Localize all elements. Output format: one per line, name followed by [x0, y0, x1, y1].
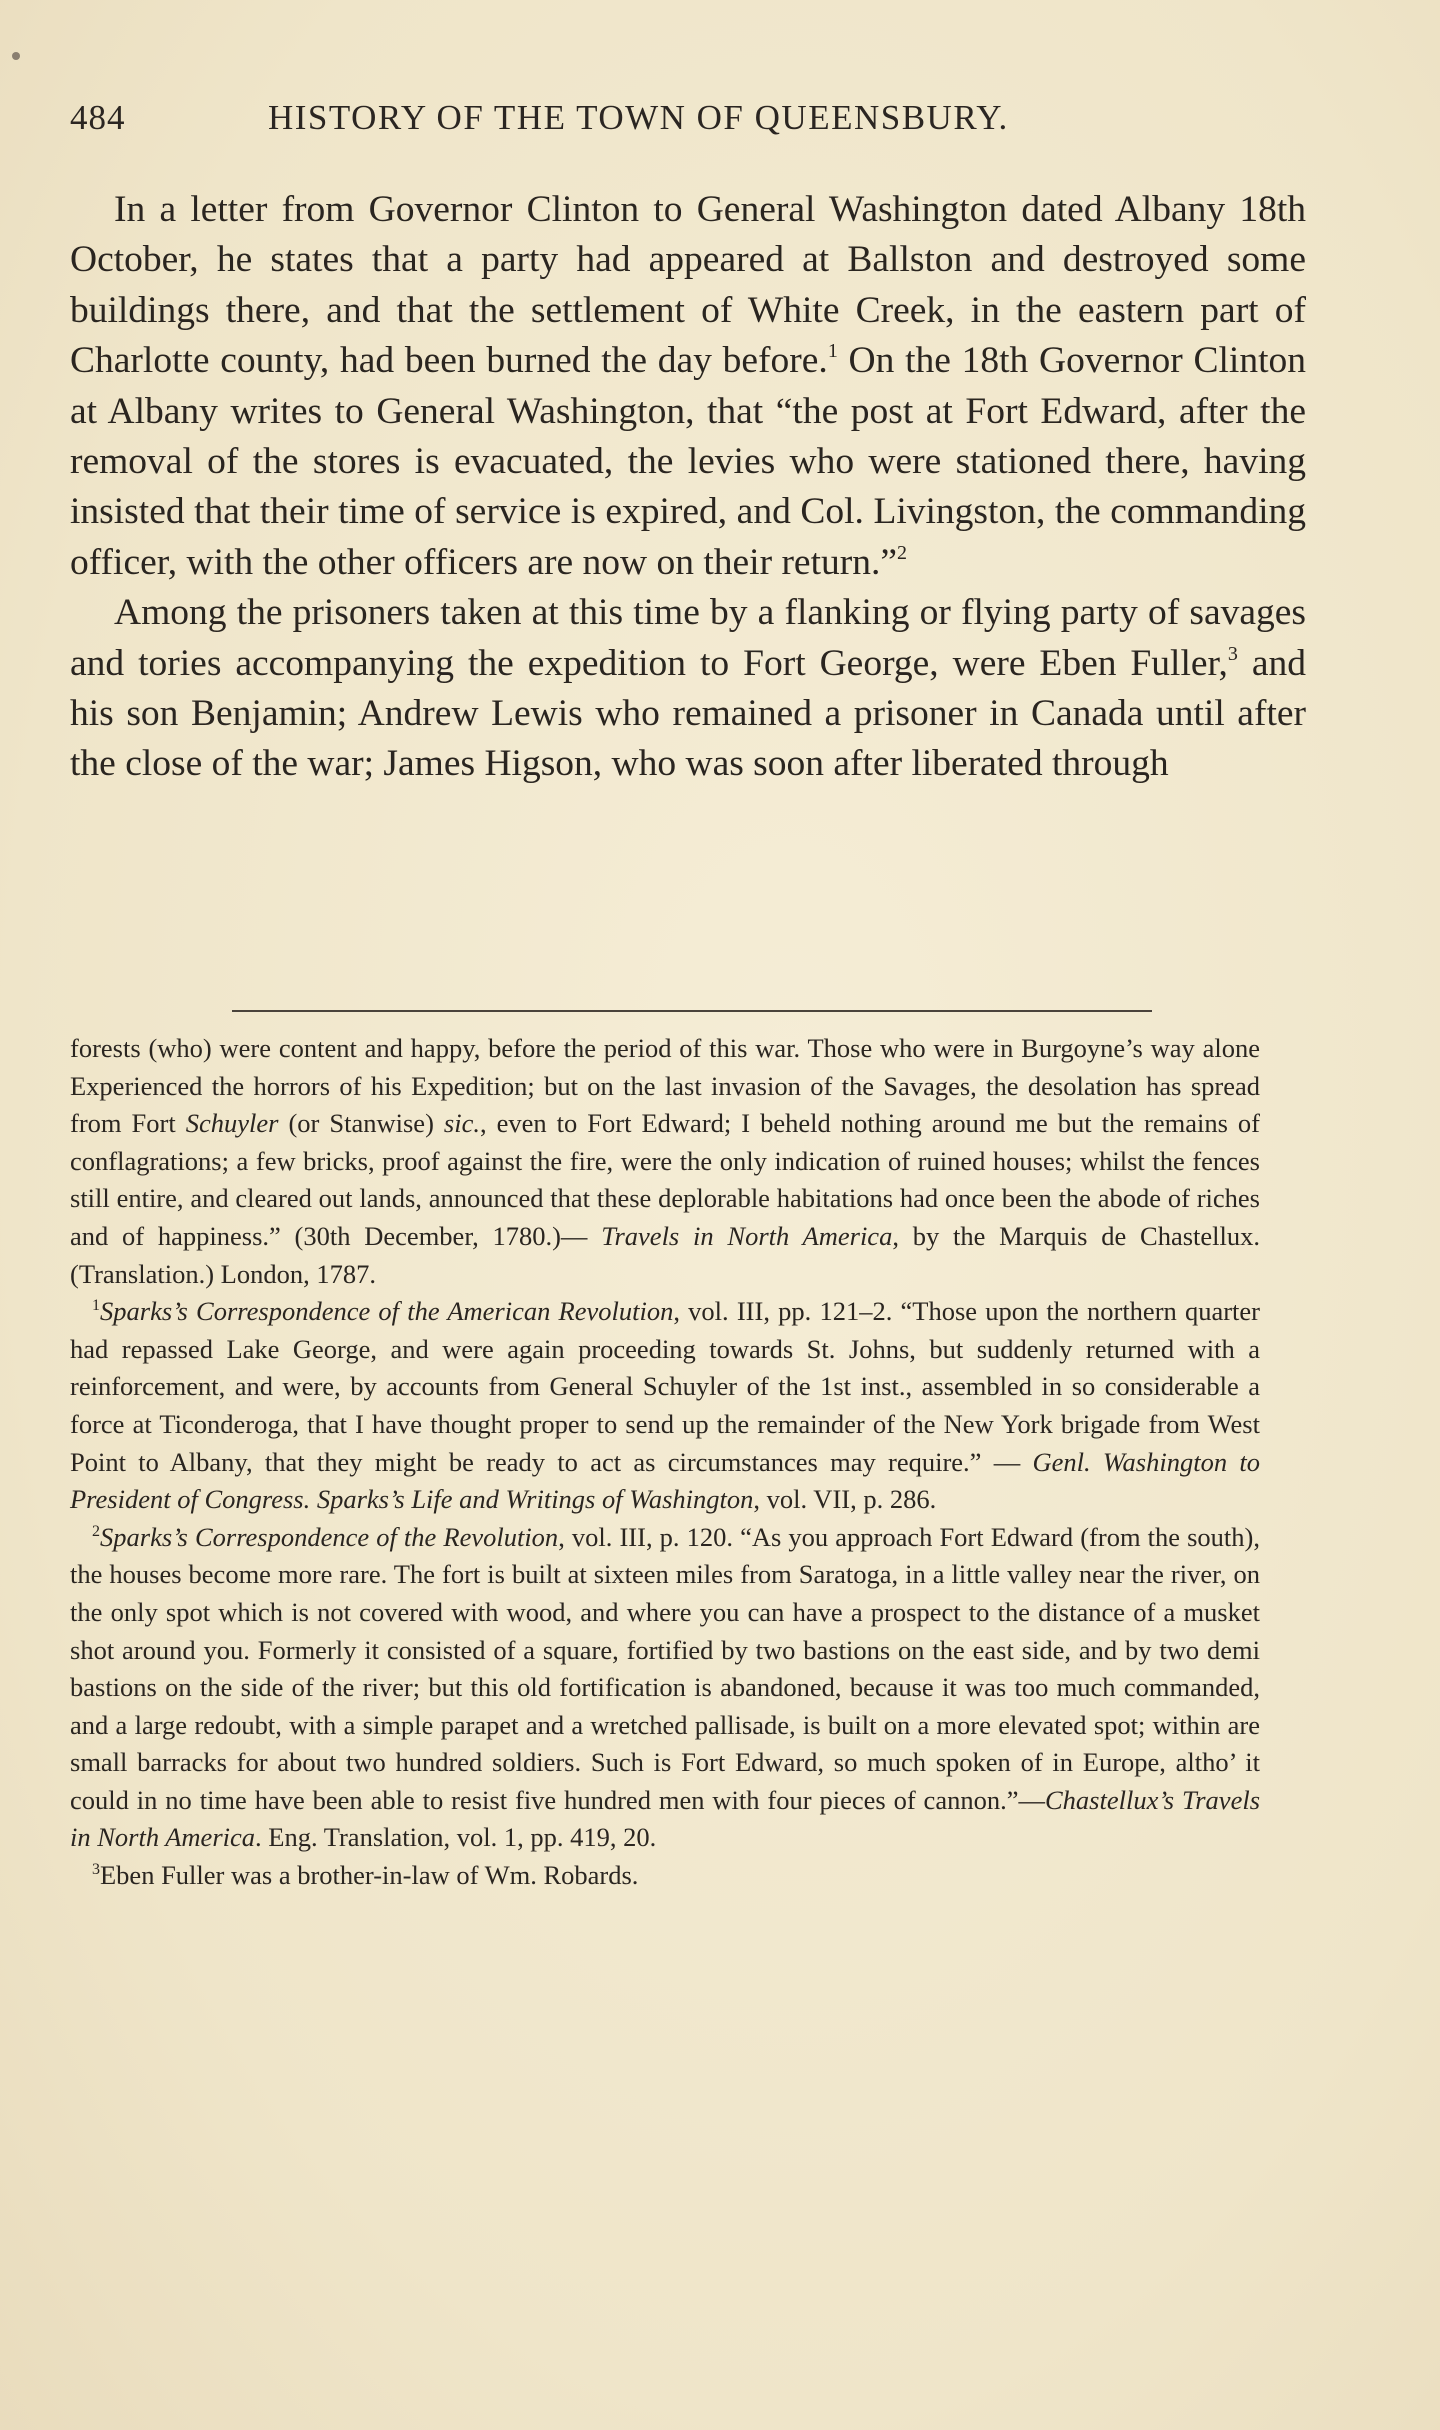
footnote-italic: Sparks’s Correspondence of the American Revolution: [100, 1296, 674, 1327]
footnote-divider: [232, 1010, 1152, 1012]
footnote-italic: Schuyler: [185, 1108, 279, 1139]
footnote-italic: Sparks’s Correspondence of the Revolution: [100, 1521, 559, 1552]
running-header: [70, 98, 1300, 148]
footnote-mark: 3: [92, 1861, 100, 1879]
paragraph-clinton-letter: [70, 185, 1306, 588]
footnote-mark: 1: [92, 1297, 100, 1315]
footnote-text: (or Stanwise): [278, 1108, 444, 1139]
footnote-italic: Travels in North America: [601, 1220, 893, 1251]
footnote-ref-1: 1: [827, 340, 838, 363]
footnote-2: [70, 1519, 1260, 1857]
footnote-ref-2: 2: [897, 541, 907, 564]
margin-speck: [12, 52, 20, 60]
paragraph-text: On the 18th Governor Clinton at Albany writes to General Washington, that “the post at Fort Edward, after the removal of the stores is evacuated, the levies who were stationed there, having insisted that their time of service is expired, and Col. Livingston, the commanding officer, with the other officers are now on their return.”: [70, 340, 1306, 583]
footnote-text: , vol. III, p. 120. “As you approach Fort Edward (from the south), the houses become more rare. The fort is built at sixteen miles from Saratoga, in a little valley near the river, on the only spot which is not covered with wood, and where you can have a prospect to the distance of a musket shot around you. Formerly it consisted of a square, fortified by two bastions on the east side, and by two demi bastions on the side of the river; but this old fortification is abandoned, because it was too much commanded, and a large redoubt, with a simple parapet and a wretched pallisade, is built on a more elevated spot; within are small barracks for about two hundred soldiers. Such is Fort Edward, so much spoken of in Europe, altho’ it could in no time have been able to resist five hundred men with four pieces of cannon.”—: [70, 1521, 1260, 1815]
footnote-continued: [70, 1030, 1260, 1293]
paragraph-text: Among the prisoners taken at this time by a flanking or flying party of savages and tories accompanying the expedition to Fort George, were Eben Fuller,: [70, 592, 1306, 684]
footnote-text: , vol. VII, p. 286.: [753, 1484, 937, 1515]
footnotes: [70, 1030, 1260, 1895]
footnote-text: Eben Fuller was a brother-in-law of Wm. Robards.: [100, 1860, 639, 1891]
footnote-text: , even to Fort Edward; I beheld nothing around me but the remains of conflagrations; a few bricks, proof against the fire, were the only indication of ruined houses; whilst the fences still entire, and cleared out lands, announced that these deplorable habitations had once been the abode of riches and of happiness.” (30th December, 1780.)—: [70, 1108, 1261, 1251]
paragraph-text: In a letter from Governor Clinton to General Washington dated Albany 18th October, he states that a party had appeared at Ballston and destroyed some buildings there, and that the settlement of White Creek, in the eastern part of Charlotte county, had been burned the day before.: [70, 189, 1306, 382]
footnote-italic: Chastellux’s Travels in North America: [70, 1784, 1261, 1853]
footnote-text: , vol. III, pp. 121–2. “Those upon the northern quarter had repassed Lake George, and were again proceeding towards St. Johns, but suddenly returned with a reinforcement, and were, by accounts from General Schuyler of the 1st inst., assembled in so considerable a force at Ticonderoga, that I have thought proper to send up the remainder of the New York brigade from West Point to Albany, that they might be ready to act as circumstances may require.” —: [70, 1296, 1261, 1477]
footnote-3: [70, 1857, 1260, 1895]
paragraph-text: and his son Benjamin; Andrew Lewis who remained a prisoner in Canada until after the close of the war; James Higson, who was soon after liberated through: [70, 642, 1306, 785]
page-number: 484: [70, 98, 126, 137]
footnote-mark: 2: [92, 1522, 100, 1540]
footnote-1: [70, 1293, 1260, 1519]
running-title: HISTORY OF THE TOWN OF QUEENSBURY.: [268, 98, 1009, 137]
paragraph-prisoners: [70, 588, 1306, 790]
footnote-text: , by the Marquis de Chastellux. (Translation.) London, 1787.: [70, 1220, 1261, 1289]
footnote-ref-3: 3: [1227, 642, 1238, 665]
main-text: [70, 185, 1306, 790]
footnote-italic: sic.: [443, 1108, 480, 1139]
footnote-italic: Genl. Washington to President of Congress. Sparks’s Life and Writings of Washington: [70, 1446, 1260, 1515]
footnote-text: . Eng. Translation, vol. 1, pp. 419, 20.: [255, 1822, 657, 1853]
footnote-text: forests (who) were content and happy, before the period of this war. Those who were in Burgoyne’s way alone Experienced the horrors of his Expedition; but on the last invasion of the Savages, the desolation has spread from Fort: [70, 1033, 1260, 1139]
